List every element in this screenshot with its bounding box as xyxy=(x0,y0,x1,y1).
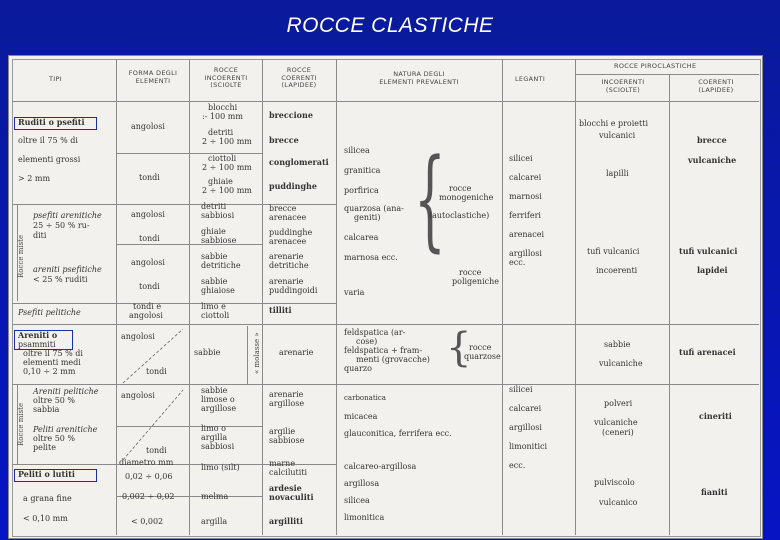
rocce-miste-label: Rocce miste xyxy=(17,234,25,278)
incoerenti-text: limo e xyxy=(201,302,226,311)
tipi-text: Areniti pelitiche xyxy=(33,387,99,396)
header-forma: FORMA DEGLI ELEMENTI xyxy=(128,69,178,85)
incoerenti-text: sabbie xyxy=(194,348,221,357)
row-divider xyxy=(12,303,336,304)
tipi-text: a grana fine xyxy=(23,494,72,503)
incoerenti-text: limo o xyxy=(201,424,226,433)
pir-text: vulcaniche xyxy=(594,418,638,427)
incoerenti-text: limo (silt) xyxy=(201,463,240,472)
leganti-text: marnosi xyxy=(509,192,542,201)
header-tipi: TIPI xyxy=(49,75,62,83)
forma-text: angolosi xyxy=(131,258,165,267)
header-incoerenti: ROCCE INCOERENTI (SCIOLTE xyxy=(204,66,248,89)
natura-text: quarzosa (ana- xyxy=(344,204,404,213)
incoerenti-text: sabbie xyxy=(201,277,228,286)
tipi-text: oltre il 75 % di xyxy=(18,136,78,145)
tipi-areniti: Areniti o xyxy=(18,330,58,340)
natura-text: silicea xyxy=(344,496,370,505)
coerenti-text: arenacee xyxy=(269,213,307,222)
pir-text: polveri xyxy=(604,399,633,408)
coerenti-text: arenarie xyxy=(279,348,314,357)
coerenti-text: marne xyxy=(269,459,296,468)
pir-text: incoerenti xyxy=(596,266,638,275)
header-pir-incoerenti: INCOERENTI (SCIOLTE) xyxy=(601,78,645,94)
incoerenti-text: sabbiosi xyxy=(201,211,235,220)
coerenti-text: novaculiti xyxy=(269,492,314,502)
tipi-text: sabbia xyxy=(33,405,60,414)
tipi-text: oltre 50 % xyxy=(33,396,76,405)
brace-icon: { xyxy=(414,135,446,263)
leganti-text: calcarei xyxy=(509,173,542,182)
leganti-text: ecc. xyxy=(509,461,526,470)
leganti-text: arenacei xyxy=(509,230,545,239)
coerenti-text: argillose xyxy=(269,399,305,408)
col-divider xyxy=(336,59,337,535)
classification-table xyxy=(8,55,763,539)
natura-text: calcarea xyxy=(344,233,379,242)
forma-text: angolosi xyxy=(131,122,165,131)
pir-text: cineriti xyxy=(699,411,732,421)
pir-text: tufi vulcanici xyxy=(679,246,738,256)
natura-text: menti (grovacche) xyxy=(356,355,430,364)
incoerenti-text: argilla xyxy=(201,433,228,442)
incoerenti-text: sabbiose xyxy=(201,236,237,245)
forma-text: 0,002 ÷ 0,02 xyxy=(122,492,175,501)
col-divider xyxy=(575,59,576,535)
coerenti-text: sabbiose xyxy=(269,436,305,445)
incoerenti-text: argillose xyxy=(201,404,237,413)
pir-text: tufi vulcanici xyxy=(587,247,640,256)
tipi-text: areniti psefitiche xyxy=(33,265,102,274)
tipi-text: elementi medi xyxy=(23,358,81,367)
coerenti-text: breccione xyxy=(269,110,313,120)
natura-text: silicea xyxy=(344,146,370,155)
forma-text: tondi xyxy=(146,367,167,376)
coerenti-text: arenarie xyxy=(269,277,304,286)
pir-text: brecce xyxy=(697,135,727,145)
header-divider xyxy=(576,74,759,75)
header-coerenti: ROCCE COERENTI (LAPIDEE) xyxy=(281,66,317,89)
tipi-text: pelite xyxy=(33,443,56,452)
leganti-text: silicei xyxy=(509,385,533,394)
leganti-text: ferriferi xyxy=(509,211,541,220)
forma-text: tondi xyxy=(139,173,160,182)
coerenti-text: puddinghe xyxy=(269,228,313,237)
pir-text: sabbie xyxy=(604,340,631,349)
leganti-text: ecc. xyxy=(509,258,526,267)
pir-text: pulviscolo xyxy=(594,478,635,487)
incoerenti-text: ghiaie xyxy=(208,177,233,186)
brace-icon: { xyxy=(446,325,472,371)
incoerenti-text: ciottoli xyxy=(201,311,230,320)
tipi-text: oltre 50 % xyxy=(33,434,76,443)
natura-text: rocce xyxy=(469,343,492,352)
coerenti-text: brecce xyxy=(269,135,299,145)
incoerenti-text: detriti xyxy=(208,128,234,137)
coerenti-text: argilliti xyxy=(269,516,303,526)
col-divider xyxy=(247,326,248,384)
pir-text: lapilli xyxy=(606,169,629,178)
natura-text: porfirica xyxy=(344,186,379,195)
tipi-text: Psefiti pelitiche xyxy=(18,308,81,317)
tipi-text: psammiti xyxy=(18,340,56,349)
forma-text: tondi xyxy=(146,446,167,455)
slide-title: ROCCE CLASTICHE xyxy=(286,14,494,37)
incoerenti-text: blocchi xyxy=(208,103,238,112)
coerenti-text: conglomerati xyxy=(269,157,329,167)
molasse-label: « molasse » xyxy=(253,332,261,374)
pir-text: vulcaniche xyxy=(688,155,737,165)
tipi-text: psefiti arenitiche xyxy=(33,211,102,220)
row-divider xyxy=(116,244,263,245)
pir-text: vulcanico xyxy=(599,498,638,507)
leganti-text: argillosi xyxy=(509,423,542,432)
tipi-text: < 25 % ruditi xyxy=(33,275,88,284)
tipi-text: > 2 mm xyxy=(18,174,51,183)
coerenti-text: arenarie xyxy=(269,390,304,399)
natura-text: limonitica xyxy=(344,513,385,522)
header-piroclastiche: ROCCE PIROCLASTICHE xyxy=(614,62,697,70)
incoerenti-text: ghiaiose xyxy=(201,286,235,295)
leganti-text: silicei xyxy=(509,154,533,163)
natura-text: glauconitica, ferrifera ecc. xyxy=(344,429,452,438)
tipi-text: oltre il 75 % di xyxy=(23,349,83,358)
rocce-miste-label: Rocce miste xyxy=(17,402,25,446)
natura-text: rocce xyxy=(459,268,482,277)
header-divider xyxy=(12,101,759,102)
forma-text: angolosi xyxy=(131,210,165,219)
incoerenti-text: melma xyxy=(201,492,229,501)
tipi-text: < 0,10 mm xyxy=(23,514,68,523)
forma-text: angolosi xyxy=(129,311,163,320)
header-pir-coerenti: COERENTI (LAPIDEE) xyxy=(698,78,734,94)
row-divider xyxy=(116,153,263,154)
col-divider xyxy=(669,74,670,535)
coerenti-text: puddinghe xyxy=(269,181,317,191)
natura-text: (autoclastiche) xyxy=(429,211,490,220)
pir-text: vulcaniche xyxy=(599,359,643,368)
natura-text: marnosa ecc. xyxy=(344,253,398,262)
forma-text: angolosi xyxy=(121,332,155,341)
incoerenti-text: limose o xyxy=(201,395,235,404)
natura-text: feldspatica + fram- xyxy=(344,346,423,355)
leganti-text: calcarei xyxy=(509,404,542,413)
coerenti-text: tilliti xyxy=(269,305,292,315)
tipi-text: Peliti arenitiche xyxy=(33,425,98,434)
incoerenti-text: detritiche xyxy=(201,261,241,270)
natura-text: argillosa xyxy=(344,479,380,488)
coerenti-text: brecce xyxy=(269,204,297,213)
incoerenti-text: argilla xyxy=(201,517,228,526)
natura-text: geniti) xyxy=(354,213,381,222)
forma-text: < 0,002 xyxy=(131,517,164,526)
natura-text: cose) xyxy=(356,337,378,346)
forma-text: tondi xyxy=(139,234,160,243)
forma-text: 0,02 ÷ 0,06 xyxy=(125,472,173,481)
tipi-text: elementi grossi xyxy=(18,155,81,164)
natura-text: rocce xyxy=(449,184,472,193)
leganti-text: limonitici xyxy=(509,442,548,451)
incoerenti-text: 2 ÷ 100 mm xyxy=(202,186,252,195)
coerenti-text: argilie xyxy=(269,427,296,436)
natura-text: carbonatica xyxy=(344,394,386,402)
incoerenti-text: detriti xyxy=(201,202,227,211)
incoerenti-text: sabbie xyxy=(201,252,228,261)
tipi-text: diti xyxy=(33,231,47,240)
natura-text: poligeniche xyxy=(452,277,499,286)
incoerenti-text: sabbiosi xyxy=(201,442,235,451)
incoerenti-text: ciottoli xyxy=(208,154,237,163)
forma-text: angolosi xyxy=(121,391,155,400)
pir-text: lapidei xyxy=(697,265,728,275)
forma-text: diametro mm xyxy=(119,458,174,467)
natura-text: quarzose xyxy=(464,352,501,361)
incoerenti-text: ghiaie xyxy=(201,227,226,236)
coerenti-text: puddingoidi xyxy=(269,286,318,295)
incoerenti-text: sabbie xyxy=(201,386,228,395)
tipi-peliti: Peliti o lutiti xyxy=(18,469,75,479)
incoerenti-text: 2 ÷ 100 mm xyxy=(202,163,252,172)
coerenti-text: arenarie xyxy=(269,252,304,261)
forma-text: tondi e xyxy=(133,302,162,311)
pir-text: (ceneri) xyxy=(602,428,634,437)
incoerenti-text: 2 ÷ 100 mm xyxy=(202,137,252,146)
pir-text: vulcanici xyxy=(599,131,636,140)
coerenti-text: ardesie xyxy=(269,483,302,493)
incoerenti-text: :- 100 mm xyxy=(202,112,243,121)
header-natura: NATURA DEGLI ELEMENTI PREVALENTI xyxy=(379,70,459,86)
natura-text: granitica xyxy=(344,166,381,175)
leganti-text: argillosi xyxy=(509,249,542,258)
tipi-text: 25 ÷ 50 % ru- xyxy=(33,221,90,230)
pir-text: blocchi e proietti xyxy=(579,119,649,128)
coerenti-text: arenacee xyxy=(269,237,307,246)
natura-text: micacea xyxy=(344,412,378,421)
pir-text: tufi arenacei xyxy=(679,347,736,357)
pir-text: fianiti xyxy=(701,487,728,497)
forma-text: tondi xyxy=(139,282,160,291)
natura-text: feldspatica (ar- xyxy=(344,328,406,337)
coerenti-text: detritiche xyxy=(269,261,309,270)
natura-text: quarzo xyxy=(344,364,372,373)
natura-text: varia xyxy=(344,288,365,297)
col-divider xyxy=(502,59,503,535)
natura-text: calcareo-argillosa xyxy=(344,462,417,471)
coerenti-text: calcilutiti xyxy=(269,468,308,477)
natura-text: monogeniche xyxy=(439,193,494,202)
header-leganti: LEGANTI xyxy=(515,75,546,83)
tipi-text: 0,10 ÷ 2 mm xyxy=(23,367,76,376)
tipi-ruditi: Ruditi o psefiti xyxy=(18,117,85,127)
